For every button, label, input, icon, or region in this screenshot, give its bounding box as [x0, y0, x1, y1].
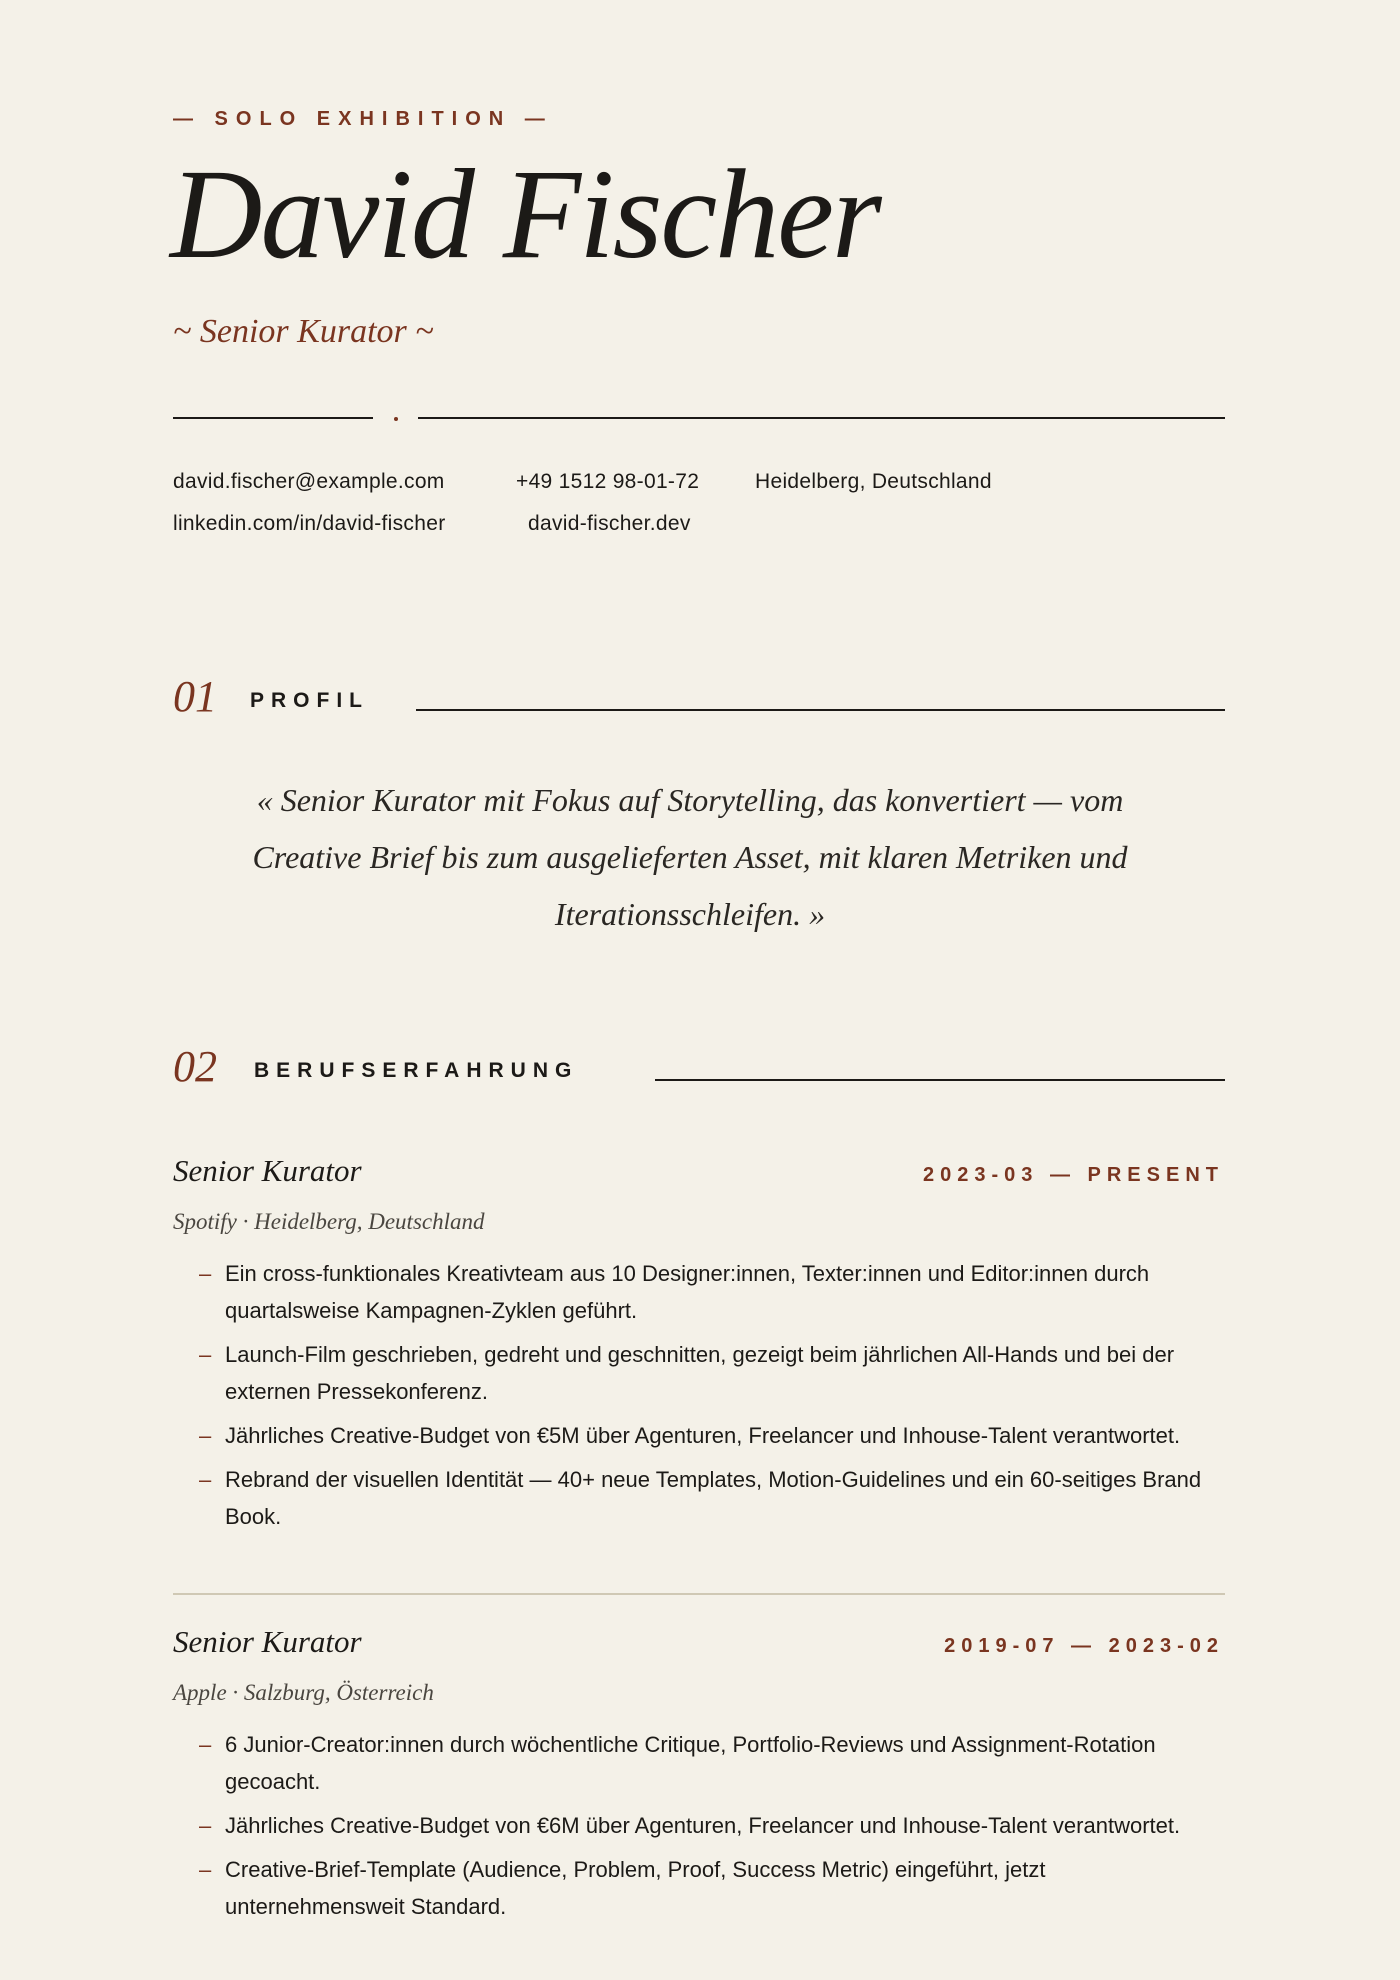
bullet-marker: –: [199, 1342, 212, 1367]
contact-linkedin[interactable]: linkedin.com/in/david-fischer: [173, 512, 446, 535]
job-dates: 2019-07 — 2023-02: [944, 1635, 1224, 1657]
bullet-text: Jährliches Creative-Budget von €5M über Agenturen, Freelancer und Inhouse-Talent verantwortet.: [225, 1423, 1181, 1448]
contact-website[interactable]: david-fischer.dev: [528, 512, 691, 535]
eyebrow-label: — SOLO EXHIBITION —: [173, 108, 553, 130]
list-item: [173, 1336, 1225, 1410]
bullet-marker: –: [199, 1857, 212, 1882]
job-bullets: [173, 1726, 1225, 1932]
section-title-experience: BERUFSERFAHRUNG: [254, 1059, 579, 1082]
header-rule-right: [418, 417, 1225, 419]
profile-quote: « Senior Kurator mit Fokus auf Storytelling, das konvertiert — vom Creative Brief bis zum ausgelieferten Asset, mit klaren Metriken und Iterationsschleifen. »: [252, 782, 1128, 932]
list-item: [173, 1255, 1225, 1329]
list-item: [173, 1851, 1225, 1925]
job-title: Senior Kurator: [173, 1624, 362, 1659]
bullet-marker: –: [199, 1732, 212, 1757]
bullet-marker: –: [199, 1423, 212, 1448]
section-number-experience: 02: [173, 1042, 217, 1091]
list-item: [173, 1807, 1225, 1844]
list-item: [173, 1461, 1225, 1535]
bullet-text: Rebrand der visuellen Identität — 40+ neue Templates, Motion-Guidelines und ein 60-seitiges Brand Book.: [225, 1467, 1202, 1529]
job-bullets: [173, 1255, 1225, 1542]
header-rule-left: [173, 417, 373, 419]
list-item: [173, 1417, 1225, 1454]
job-company: Spotify · Heidelberg, Deutschland: [173, 1209, 485, 1234]
job-company: Apple · Salzburg, Österreich: [173, 1680, 434, 1705]
header-rule-dot: [394, 417, 398, 421]
bullet-text: Jährliches Creative-Budget von €6M über Agenturen, Freelancer und Inhouse-Talent verantwortet.: [225, 1813, 1181, 1838]
person-name: David Fischer: [170, 143, 880, 285]
bullet-text: Launch-Film geschrieben, gedreht und geschnitten, gezeigt beim jährlichen All-Hands und bei der externen Pressekonferenz.: [225, 1342, 1175, 1404]
job-dates: 2023-03 — PRESENT: [923, 1164, 1224, 1186]
section-title-profile: PROFIL: [250, 689, 369, 712]
bullet-text: 6 Junior-Creator:innen durch wöchentliche Critique, Portfolio-Reviews und Assignment-Rotation gecoacht.: [225, 1732, 1156, 1794]
contact-phone[interactable]: +49 1512 98-01-72: [516, 470, 700, 493]
job-divider: [173, 1593, 1225, 1595]
job-title: Senior Kurator: [173, 1153, 362, 1188]
bullet-marker: –: [199, 1261, 212, 1286]
bullet-marker: –: [199, 1813, 212, 1838]
contact-location: Heidelberg, Deutschland: [755, 470, 992, 493]
bullet-text: Creative-Brief-Template (Audience, Problem, Proof, Success Metric) eingeführt, jetzt unternehmensweit Standard.: [225, 1857, 1046, 1919]
bullet-marker: –: [199, 1467, 212, 1492]
contact-email[interactable]: david.fischer@example.com: [173, 470, 445, 493]
section-rule-experience: [655, 1079, 1225, 1081]
section-rule-profile: [416, 709, 1225, 711]
section-number-profile: 01: [173, 672, 217, 721]
bullet-text: Ein cross-funktionales Kreativteam aus 10 Designer:innen, Texter:innen und Editor:innen durch quartalsweise Kampagnen-Zyklen geführt.: [225, 1261, 1150, 1323]
job-subtitle: ~ Senior Kurator ~: [173, 313, 434, 350]
list-item: [173, 1726, 1225, 1800]
